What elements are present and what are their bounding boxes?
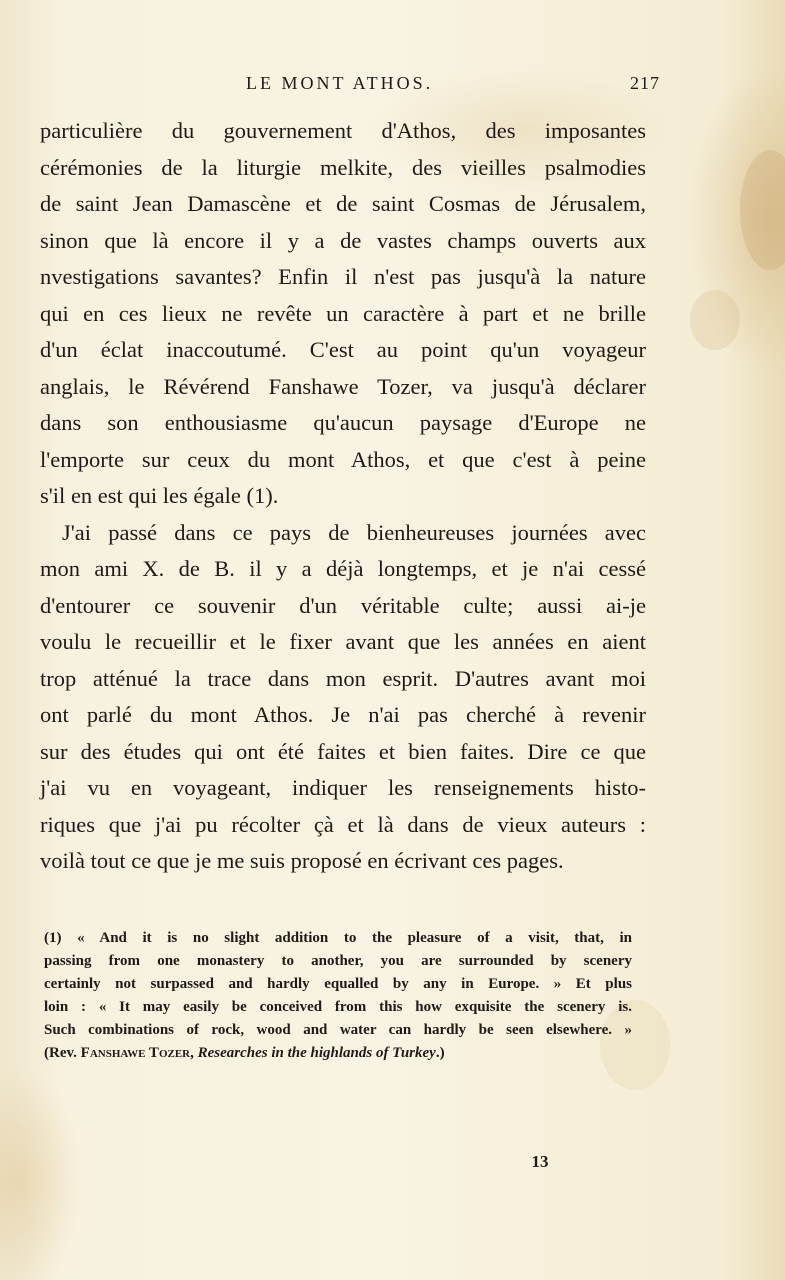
body-text — [40, 113, 646, 880]
text-line: cérémonies de la liturgie melkite, des vieilles psalmodies — [40, 154, 646, 180]
text-line: de saint Jean Damascène et de saint Cosmas de Jérusalem, — [40, 191, 646, 216]
text-line: anglais, le Révérend Fanshawe Tozer, va jusqu'à déclarer — [40, 373, 646, 399]
citation-title: Researches in the highlands of Turkey — [197, 1045, 436, 1061]
paragraph-1 — [40, 113, 646, 515]
footnote-line: Such combinations of rock, wood and water can hardly be seen elsewhere. » — [44, 1022, 632, 1038]
citation-open: (Rev. — [44, 1045, 77, 1061]
text-line: sinon que là encore il y a de vastes champs ouverts aux — [40, 227, 646, 253]
foxing-stain — [740, 150, 785, 270]
text-line: d'un éclat inaccoutumé. C'est au point qu'un voyageur — [40, 337, 646, 362]
running-head: LE MONT ATHOS. — [246, 73, 434, 93]
text-line: sur des études qui ont été faites et bien faites. Dire ce que — [40, 738, 646, 764]
citation-close: .) — [435, 1045, 445, 1061]
footnote-citation — [44, 1042, 632, 1065]
text-line: s'il en est qui les égale (1). — [40, 483, 279, 508]
footnote — [44, 927, 632, 1065]
text-line: J'ai passé dans ce pays de bienheureuses journées avec — [62, 519, 646, 545]
footnote-line: certainly not surpassed and hardly equalled by any in Europe. » Et plus — [44, 976, 632, 992]
footnote-line: passing from one monastery to another, you are surrounded by scenery — [44, 953, 632, 969]
text-line: j'ai vu en voyageant, indiquer les renseignements histo- — [40, 775, 646, 800]
text-line: nvestigations savantes? Enfin il n'est pas jusqu'à la nature — [40, 264, 646, 289]
text-line: particulière du gouvernement d'Athos, des imposantes — [40, 118, 646, 143]
text-line: voilà tout ce que je me suis proposé en écrivant ces pages. — [40, 848, 564, 873]
text-line: mon ami X. de B. il y a déjà longtemps, et je n'ai cessé — [40, 556, 646, 581]
page-number: 217 — [630, 73, 660, 93]
citation-sep: , — [190, 1045, 198, 1061]
citation-author: Fanshawe Tozer — [80, 1045, 191, 1061]
text-line: trop atténué la trace dans mon esprit. D'autres avant moi — [40, 665, 646, 691]
paragraph-2 — [40, 515, 646, 880]
text-line: voulu le recueillir et le fixer avant que les années en aient — [40, 629, 646, 654]
text-line: l'emporte sur ceux du mont Athos, et que c'est à peine — [40, 446, 646, 472]
text-line: qui en ces lieux ne revête un caractère à part et ne brille — [40, 300, 646, 326]
footnote-lines — [44, 927, 632, 1042]
text-line: riques que j'ai pu récolter çà et là dans de vieux auteurs : — [40, 811, 646, 837]
foxing-stain — [690, 290, 740, 350]
text-line: dans son enthousiasme qu'aucun paysage d'Europe ne — [40, 410, 646, 435]
signature-mark: 13 — [531, 1152, 549, 1171]
footnote-line: (1) « And it is no slight addition to the pleasure of a visit, that, in — [44, 930, 632, 946]
text-line: ont parlé du mont Athos. Je n'ai pas cherché à revenir — [40, 702, 646, 727]
page-header — [240, 73, 660, 97]
footnote-line: loin : « It may easily be conceived from this how exquisite the scenery is. — [44, 999, 632, 1015]
text-line: d'entourer ce souvenir d'un véritable culte; aussi ai-je — [40, 592, 646, 618]
